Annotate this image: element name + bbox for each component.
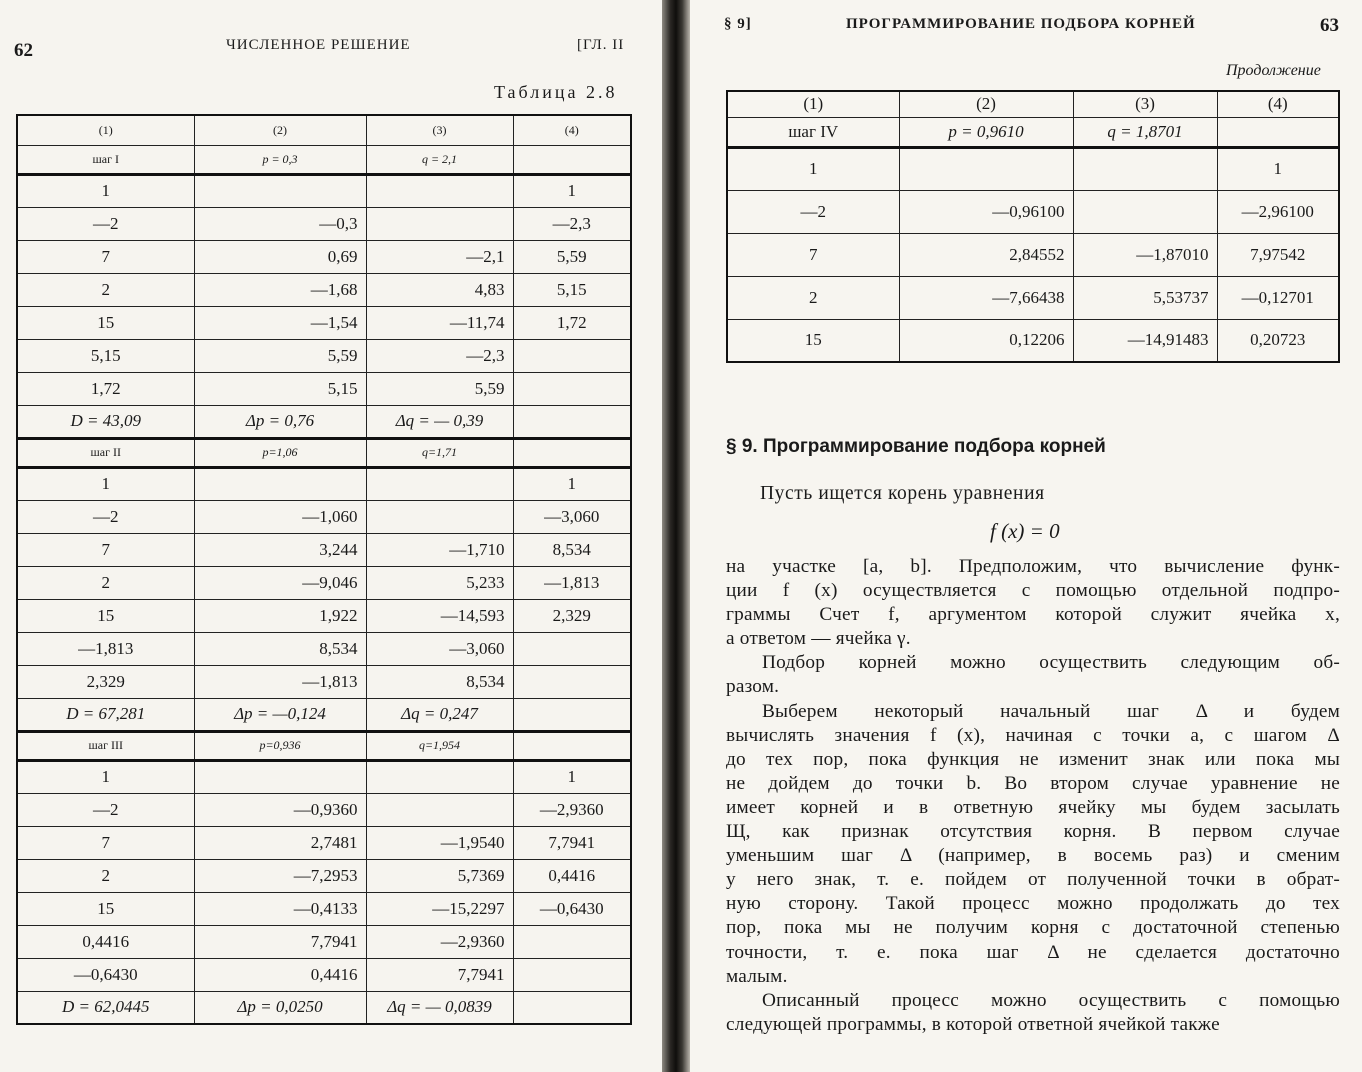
table-cell: 7,7941 [513,826,631,859]
table-row [17,760,631,793]
table-cell: 5,59 [513,240,631,273]
table-cell: q = 2,1 [366,145,513,174]
left-running-head: ЧИСЛЕННОЕ РЕШЕНИЕ [226,37,411,53]
paragraph-line: пор, пока мы не получим корня с достаточной степенью [726,917,1340,939]
section-mark: § 9] [724,16,752,32]
table-row [727,276,1339,319]
table-cell: —0,6430 [17,958,194,991]
table-cell: —0,96100 [899,190,1073,233]
table-cell: p=1,06 [194,438,366,467]
table-cell: p = 0,3 [194,145,366,174]
paragraph-line: а ответом — ячейка γ. [726,628,911,650]
left-page-number: 62 [14,40,33,61]
table-cell [1217,117,1339,147]
table-cell: 2 [17,273,194,306]
table-cell: 1 [727,147,899,190]
table-cell: —2 [17,500,194,533]
table-cell: —3,060 [513,500,631,533]
paragraph-line: до тех пор, пока функция не изменит знак или пока мы [726,748,1340,770]
table-cell: шаг IV [727,117,899,147]
table-cell: Δp = 0,0250 [194,991,366,1024]
intro-text: Пусть ищется корень уравнения [760,483,1045,504]
table-cell [366,793,513,826]
step-row [17,145,631,174]
paragraph-line: уменьшим шаг Δ (например, в восемь раз) и сменим [726,845,1340,867]
table-cell: Δq = — 0,39 [366,405,513,438]
table-cell: 1 [513,760,631,793]
table-cell: 7,7941 [366,958,513,991]
table-cell: 7 [17,240,194,273]
table-cell: —0,3 [194,207,366,240]
column-header: (4) [513,115,631,145]
continued-label: Продолжение [1226,62,1321,79]
table-cell: 1 [17,760,194,793]
paragraph-line: Щ, как признак отсутствия корня. В первом случае [726,821,1340,843]
table-cell: —0,4133 [194,892,366,925]
column-header: (1) [727,91,899,117]
roots-table-right [726,90,1340,363]
table-cell [366,760,513,793]
table-cell: 1 [17,467,194,500]
table-row [17,339,631,372]
table-cell: 15 [17,892,194,925]
table-cell [194,467,366,500]
table-row [17,958,631,991]
table-cell: —14,91483 [1073,319,1217,362]
table-cell: 1 [513,174,631,207]
table-cell [513,405,631,438]
table-cell [513,632,631,665]
table-cell: 1,72 [17,372,194,405]
table-cell: —2,9360 [366,925,513,958]
table-cell: 2,84552 [899,233,1073,276]
paragraph-line: точности, т. е. пока шаг Δ не сделается достаточно [726,941,1340,963]
table-row [17,372,631,405]
paragraph-line: Описанный процесс можно осуществить с помощью [762,989,1340,1011]
table-cell [513,438,631,467]
table-cell [366,207,513,240]
table-cell: 3,244 [194,533,366,566]
paragraph-line: у него знак, т. е. пойдем от полученной точки в обрат- [726,869,1340,891]
table-cell: 15 [727,319,899,362]
table-cell: —1,710 [366,533,513,566]
column-header: (1) [17,115,194,145]
paragraph-line: Выберем некоторый начальный шаг Δ и будем [762,700,1340,722]
paragraph-line: граммы Счет f, аргументом которой служит ячейка x, [726,604,1340,626]
table-cell: 5,53737 [1073,276,1217,319]
table-cell: 0,4416 [17,925,194,958]
table-row [17,467,631,500]
column-header: (3) [1073,91,1217,117]
table-cell [899,147,1073,190]
table-cell: —2,96100 [1217,190,1339,233]
table-cell: D = 67,281 [17,698,194,731]
left-page [0,0,662,1072]
table-cell: —2 [17,207,194,240]
table-row [17,306,631,339]
table-cell: 2,7481 [194,826,366,859]
body-paragraphs [726,555,1340,1037]
correction-row [17,698,631,731]
table-cell: —0,9360 [194,793,366,826]
roots-table-left [16,114,632,1025]
equation: f (x) = 0 [990,519,1060,543]
table-cell: —1,9540 [366,826,513,859]
table-row [17,793,631,826]
book-gutter [662,0,690,1072]
table-cell: 5,15 [17,339,194,372]
table-cell: q=1,71 [366,438,513,467]
table-cell: —1,813 [513,566,631,599]
table-cell: шаг II [17,438,194,467]
table-row [17,826,631,859]
table-cell: 2 [17,859,194,892]
table-cell: D = 43,09 [17,405,194,438]
table-caption: Таблица 2.8 [494,82,618,102]
table-cell: 2 [727,276,899,319]
table-cell [513,372,631,405]
table-cell: D = 62,0445 [17,991,194,1024]
table-cell: —7,66438 [899,276,1073,319]
table-cell [366,174,513,207]
table-cell: 1 [513,467,631,500]
table-cell: Δq = 0,247 [366,698,513,731]
table-cell: 7,97542 [1217,233,1339,276]
column-header: (2) [899,91,1073,117]
table-cell: 2,329 [513,599,631,632]
table-row [727,190,1339,233]
table-cell [513,665,631,698]
table-row [727,147,1339,190]
table-cell: q = 1,8701 [1073,117,1217,147]
table-cell: —15,2297 [366,892,513,925]
table-cell: —2,3 [366,339,513,372]
table-cell: —2 [727,190,899,233]
paragraph-line: ную сторону. Такой процесс можно продолжать до тех [726,893,1340,915]
table-cell: 8,534 [194,632,366,665]
table-cell: Δp = —0,124 [194,698,366,731]
column-header: (2) [194,115,366,145]
table-cell: —1,813 [194,665,366,698]
table-cell: 5,233 [366,566,513,599]
step-row [727,117,1339,147]
table-cell: 15 [17,306,194,339]
table-cell: Δq = — 0,0839 [366,991,513,1024]
table-cell: 7,7941 [194,925,366,958]
table-cell [1073,147,1217,190]
table-cell [194,760,366,793]
step-row [17,731,631,760]
table-cell: 7 [727,233,899,276]
table-cell: —1,060 [194,500,366,533]
table-cell: 15 [17,599,194,632]
table-row [17,925,631,958]
step-row [17,438,631,467]
table-cell: 0,12206 [899,319,1073,362]
table-row [17,859,631,892]
correction-row [17,991,631,1024]
correction-row [17,405,631,438]
table-cell: 1 [1217,147,1339,190]
table-cell: —14,593 [366,599,513,632]
table-cell: 1 [17,174,194,207]
table-cell [513,925,631,958]
table-cell: шаг I [17,145,194,174]
paragraph-line: следующей программы, в которой ответной ячейкой также [726,1013,1220,1035]
table-cell [513,145,631,174]
table-cell: шаг III [17,731,194,760]
table-row [17,632,631,665]
table-row [727,319,1339,362]
table-cell: 5,59 [366,372,513,405]
table-row [17,566,631,599]
paragraph-line: вычислять значения f (x), начиная с точки a, с шагом Δ [726,724,1340,746]
table-cell [194,174,366,207]
table-cell: —1,813 [17,632,194,665]
table-row [17,533,631,566]
table-cell: 2 [17,566,194,599]
table-cell [513,731,631,760]
table-cell: 5,59 [194,339,366,372]
table-row [17,665,631,698]
table-cell: 0,4416 [194,958,366,991]
table-cell: Δp = 0,76 [194,405,366,438]
table-cell: 2,329 [17,665,194,698]
table-row [17,500,631,533]
table-cell: 8,534 [366,665,513,698]
paragraph-line: разом. [726,676,780,698]
table-cell: q=1,954 [366,731,513,760]
column-header: (3) [366,115,513,145]
paragraph-line: Подбор корней можно осуществить следующим об- [762,652,1340,674]
table-cell: 4,83 [366,273,513,306]
table-cell: 0,20723 [1217,319,1339,362]
right-page [690,0,1362,1072]
table-cell: —2,9360 [513,793,631,826]
table-row [17,892,631,925]
table-cell: 7 [17,826,194,859]
table-cell: 8,534 [513,533,631,566]
table-cell [513,991,631,1024]
table-cell: —9,046 [194,566,366,599]
right-page-number: 63 [1320,15,1339,36]
table-cell: 1,72 [513,306,631,339]
column-header: (4) [1217,91,1339,117]
table-row [17,174,631,207]
table-cell [1073,190,1217,233]
table-cell: 5,7369 [366,859,513,892]
table-cell: 5,15 [513,273,631,306]
table-cell: p = 0,9610 [899,117,1073,147]
table-row [17,599,631,632]
table-row [17,240,631,273]
paragraph-line: на участке [a, b]. Предположим, что вычисление функ- [726,556,1340,577]
table-row [17,207,631,240]
table-cell [366,467,513,500]
table-row [17,273,631,306]
table-cell: p=0,936 [194,731,366,760]
table-cell: —11,74 [366,306,513,339]
table-cell [513,958,631,991]
table-cell: 1,922 [194,599,366,632]
table-row [727,233,1339,276]
table-cell: 0,4416 [513,859,631,892]
table-cell: —0,12701 [1217,276,1339,319]
paragraph-line: имеет корней и в ответную ячейку мы будем засылать [726,796,1340,818]
table-cell: —2 [17,793,194,826]
table-cell [366,500,513,533]
paragraph-line: малым. [726,965,788,987]
table-cell: 5,15 [194,372,366,405]
table-cell [513,339,631,372]
table-cell: 7 [17,533,194,566]
table-cell: —1,87010 [1073,233,1217,276]
table-cell: —0,6430 [513,892,631,925]
table-cell: —2,1 [366,240,513,273]
table-cell: —1,54 [194,306,366,339]
table-cell: —7,2953 [194,859,366,892]
paragraph-line: не дойдем до точки b. Во втором случае уравнение не [726,772,1340,794]
table-cell: —3,060 [366,632,513,665]
table-cell [513,698,631,731]
right-running-head: ПРОГРАММИРОВАНИЕ ПОДБОРА КОРНЕЙ [846,16,1196,32]
table-cell: —1,68 [194,273,366,306]
table-cell: 0,69 [194,240,366,273]
chapter-label: [ГЛ. II [577,37,625,53]
paragraph-line: ции f (x) осуществляется с помощью отдельной подпро- [726,580,1340,602]
table-cell: —2,3 [513,207,631,240]
section-title: § 9. Программирование подбора корней [726,436,1106,457]
